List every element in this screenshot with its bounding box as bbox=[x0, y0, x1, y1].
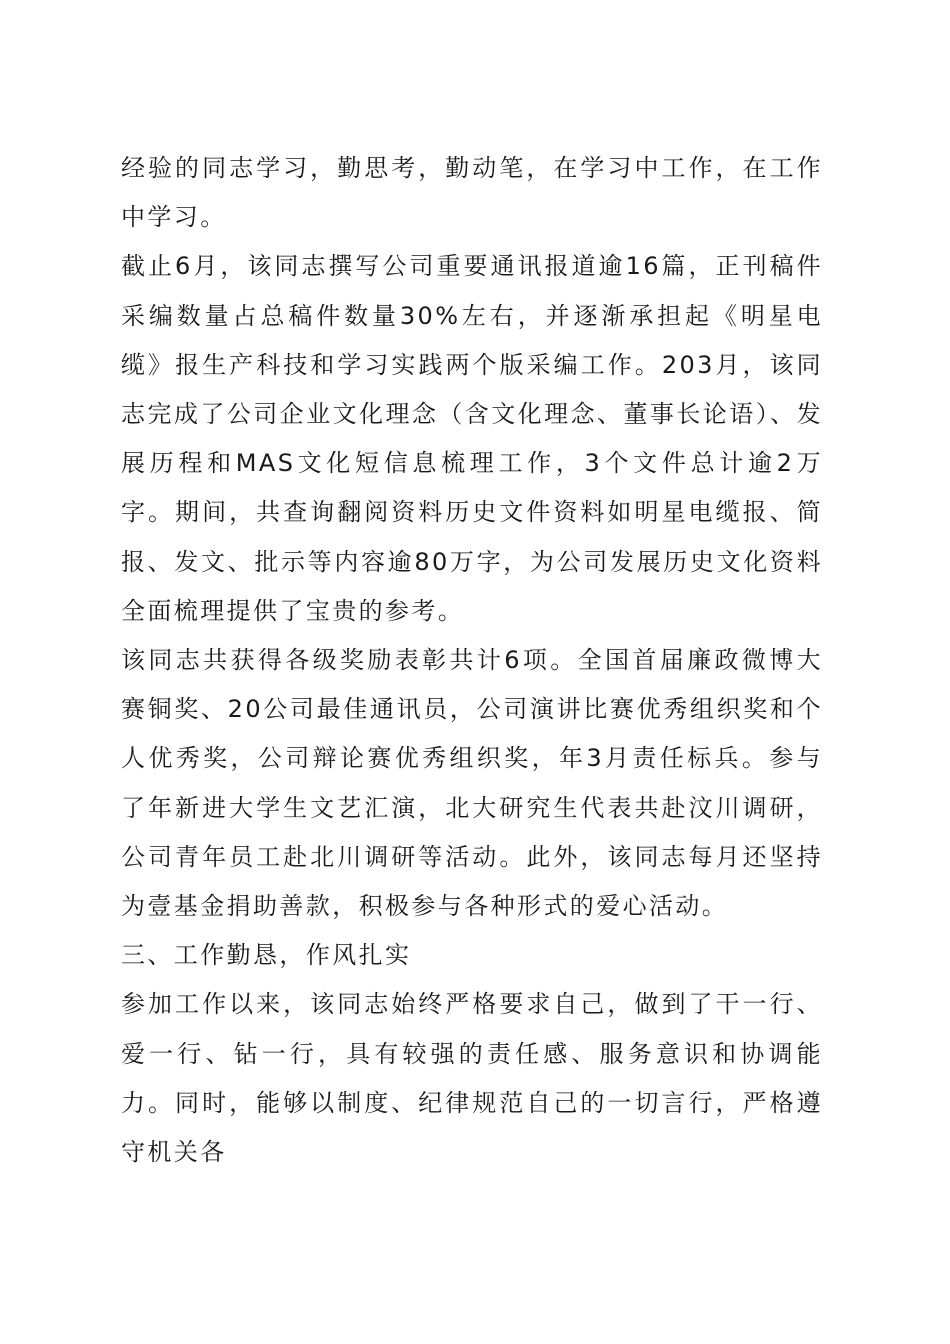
paragraph-study: 经验的同志学习，勤思考，勤动笔，在学习中工作，在工作中学习。 bbox=[121, 154, 823, 232]
paragraph-writing-work: 截止6月，该同志撰写公司重要通讯报道逾16篇，正刊稿件采编数量占总稿件数量30%左右，并逐渐承担起《明星电缆》报生产科技和学习实践两个版采编工作。203月，该同志完成了公司企业文化理念（含文化理念、董事长论语）、发展历程和MAS文化短信息梳理工作，3个文件总计逾2万字。期间，共查询翻阅资料历史文件资料如明星电缆报、简报、发文、批示等内容逾80万字，为公司发展历史文化资料全面梳理提供了宝贵的参考。 bbox=[121, 252, 823, 625]
document-body bbox=[121, 144, 823, 1177]
section-heading-work-attitude: 三、工作勤恳，作风扎实 bbox=[121, 941, 412, 970]
paragraph-work-attitude: 参加工作以来，该同志始终严格要求自己，做到了干一行、爱一行、钻一行，具有较强的责任感、服务意识和协调能力。同时，能够以制度、纪律规范自己的一切言行，严格遵守机关各 bbox=[121, 990, 823, 1167]
paragraph-awards: 该同志共获得各级奖励表彰共计6项。全国首届廉政微博大赛铜奖、20公司最佳通讯员，公司演讲比赛优秀组织奖和个人优秀奖，公司辩论赛优秀组织奖，年3月责任标兵。参与了年新进大学生文艺汇演，北大研究生代表共赴汶川调研，公司青年员工赴北川调研等活动。此外，该同志每月还坚持为壹基金捐助善款，积极参与各种形式的爱心活动。 bbox=[121, 646, 823, 921]
